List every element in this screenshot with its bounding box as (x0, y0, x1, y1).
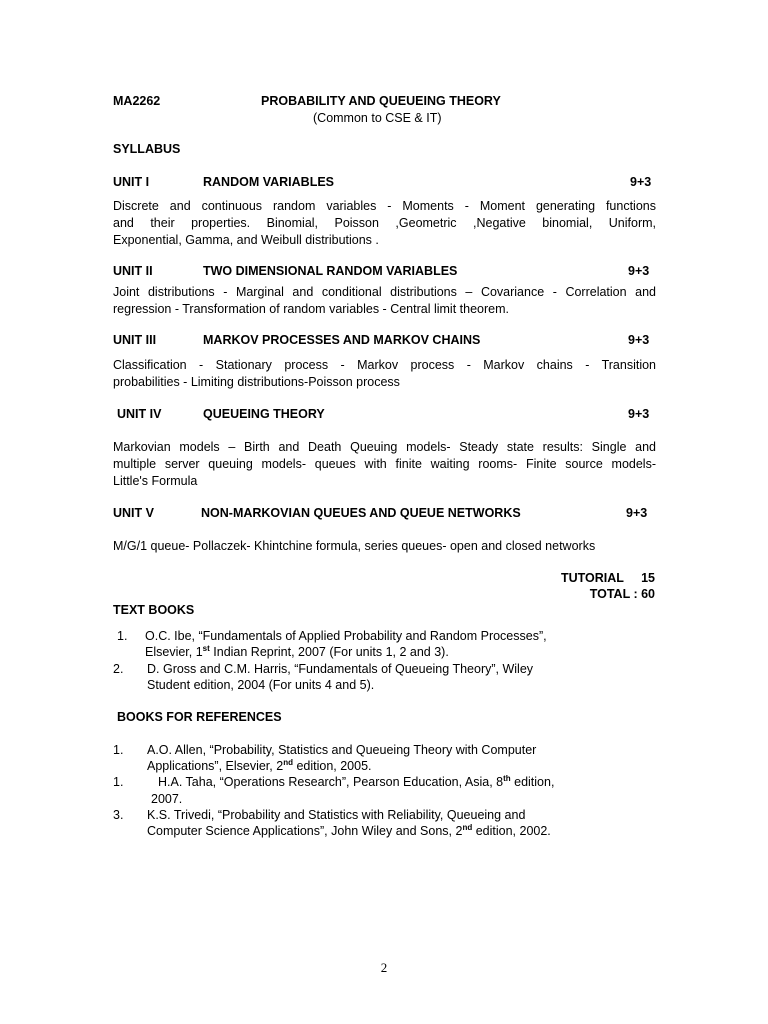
reference-3-line: K.S. Trivedi, “Probability and Statistics with Reliability, Queueing and (147, 808, 526, 822)
unit-1-title: RANDOM VARIABLES (203, 175, 335, 189)
text-book-1-line: O.C. Ibe, “Fundamentals of Applied Probability and Random Processes”, (145, 629, 547, 643)
unit-3-line: probabilities - Limiting distributions-Poisson process (113, 375, 400, 389)
text-book-2-line: D. Gross and C.M. Harris, “Fundamentals of Queueing Theory”, Wiley (147, 662, 534, 676)
unit-5-hours: 9+3 (626, 506, 648, 520)
unit-3-line: Classification - Stationary process - Markov process - Markov chains - Transition (113, 358, 656, 372)
text-books-heading: TEXT BOOKS (113, 603, 195, 617)
course-title: PROBABILITY AND QUEUEING THEORY (261, 94, 501, 108)
ordinal-suffix: st (202, 643, 210, 653)
unit-1-line: Discrete and continuous random variables - Moments - Moment generating functions (113, 199, 656, 213)
unit-2-line: regression - Transformation of random variables - Central limit theorem. (113, 302, 509, 316)
unit-3-title: MARKOV PROCESSES AND MARKOV CHAINS (203, 333, 481, 347)
reference-1-text: edition, 2005. (292, 759, 372, 773)
reference-3-line (147, 823, 551, 839)
reference-1-line: A.O. Allen, “Probability, Statistics and Queueing Theory with Computer (147, 743, 537, 757)
reference-3-number: 3. (113, 808, 124, 822)
course-code: MA2262 (113, 94, 161, 108)
unit-4-line: Little's Formula (113, 474, 198, 488)
reference-2-line: 2007. (151, 792, 183, 806)
unit-1-description (113, 198, 656, 249)
page-number: 2 (380, 960, 388, 975)
reference-2-text: H.A. Taha, “Operations Research”, Pearson Education, Asia, 8 (158, 775, 504, 789)
reference-2-number: 1. (113, 775, 124, 789)
unit-1-label: UNIT I (113, 175, 150, 189)
reference-1-number: 1. (113, 743, 124, 757)
unit-4-line: Markovian models – Birth and Death Queuing models- Steady state results: Single and (113, 440, 656, 454)
reference-1-line (147, 758, 372, 774)
tutorial-hours: TUTORIAL 15 (560, 571, 655, 585)
reference-3-text: Computer Science Applications”, John Wiley and Sons, 2 (147, 824, 463, 838)
text-book-1-line (145, 644, 449, 660)
unit-1-line: Exponential, Gamma, and Weibull distributions . (113, 233, 379, 247)
unit-2-title: TWO DIMENSIONAL RANDOM VARIABLES (203, 264, 458, 278)
unit-4-description (113, 439, 656, 490)
text-book-1-text: Elsevier, 1 (145, 645, 203, 659)
text-book-2-line: Student edition, 2004 (For units 4 and 5). (147, 678, 375, 692)
text-book-1-number: 1. (117, 629, 128, 643)
unit-5-line: M/G/1 queue- Pollaczek- Khintchine formula, series queues- open and closed networks (113, 539, 596, 553)
unit-1-hours: 9+3 (630, 175, 652, 189)
text-book-1-text: Indian Reprint, 2007 (For units 1, 2 and 3). (209, 645, 449, 659)
ordinal-suffix: nd (462, 822, 473, 832)
reference-1-text: Applications”, Elsevier, 2 (147, 759, 284, 773)
unit-2-line: Joint distributions - Marginal and conditional distributions – Covariance - Correlation and (113, 285, 656, 299)
unit-4-title: QUEUEING THEORY (203, 407, 325, 421)
reference-2-line (158, 774, 554, 790)
unit-1-line: and their properties. Binomial, Poisson ,Geometric ,Negative binomial, Uniform, (113, 216, 656, 230)
unit-5-title: NON-MARKOVIAN QUEUES AND QUEUE NETWORKS (201, 506, 521, 520)
ordinal-suffix: nd (283, 757, 293, 767)
references-heading: BOOKS FOR REFERENCES (117, 710, 282, 724)
unit-3-hours: 9+3 (628, 333, 650, 347)
unit-3-label: UNIT III (113, 333, 157, 347)
unit-4-hours: 9+3 (628, 407, 650, 421)
unit-2-hours: 9+3 (628, 264, 650, 278)
course-note: (Common to CSE & IT) (313, 111, 442, 125)
reference-2-text: edition, (510, 775, 555, 789)
reference-3-text: edition, 2002. (472, 824, 551, 838)
unit-4-label: UNIT IV (117, 407, 162, 421)
unit-5-label: UNIT V (113, 506, 154, 520)
unit-2-label: UNIT II (113, 264, 153, 278)
unit-2-description (113, 284, 656, 318)
unit-3-description (113, 357, 656, 391)
ordinal-suffix: th (503, 773, 511, 783)
text-book-2-number: 2. (113, 662, 124, 676)
syllabus-heading: SYLLABUS (113, 142, 181, 156)
total-hours: TOTAL : 60 (589, 587, 655, 601)
unit-4-line: multiple server queuing models- queues with finite waiting rooms- Finite source models- (113, 457, 656, 471)
